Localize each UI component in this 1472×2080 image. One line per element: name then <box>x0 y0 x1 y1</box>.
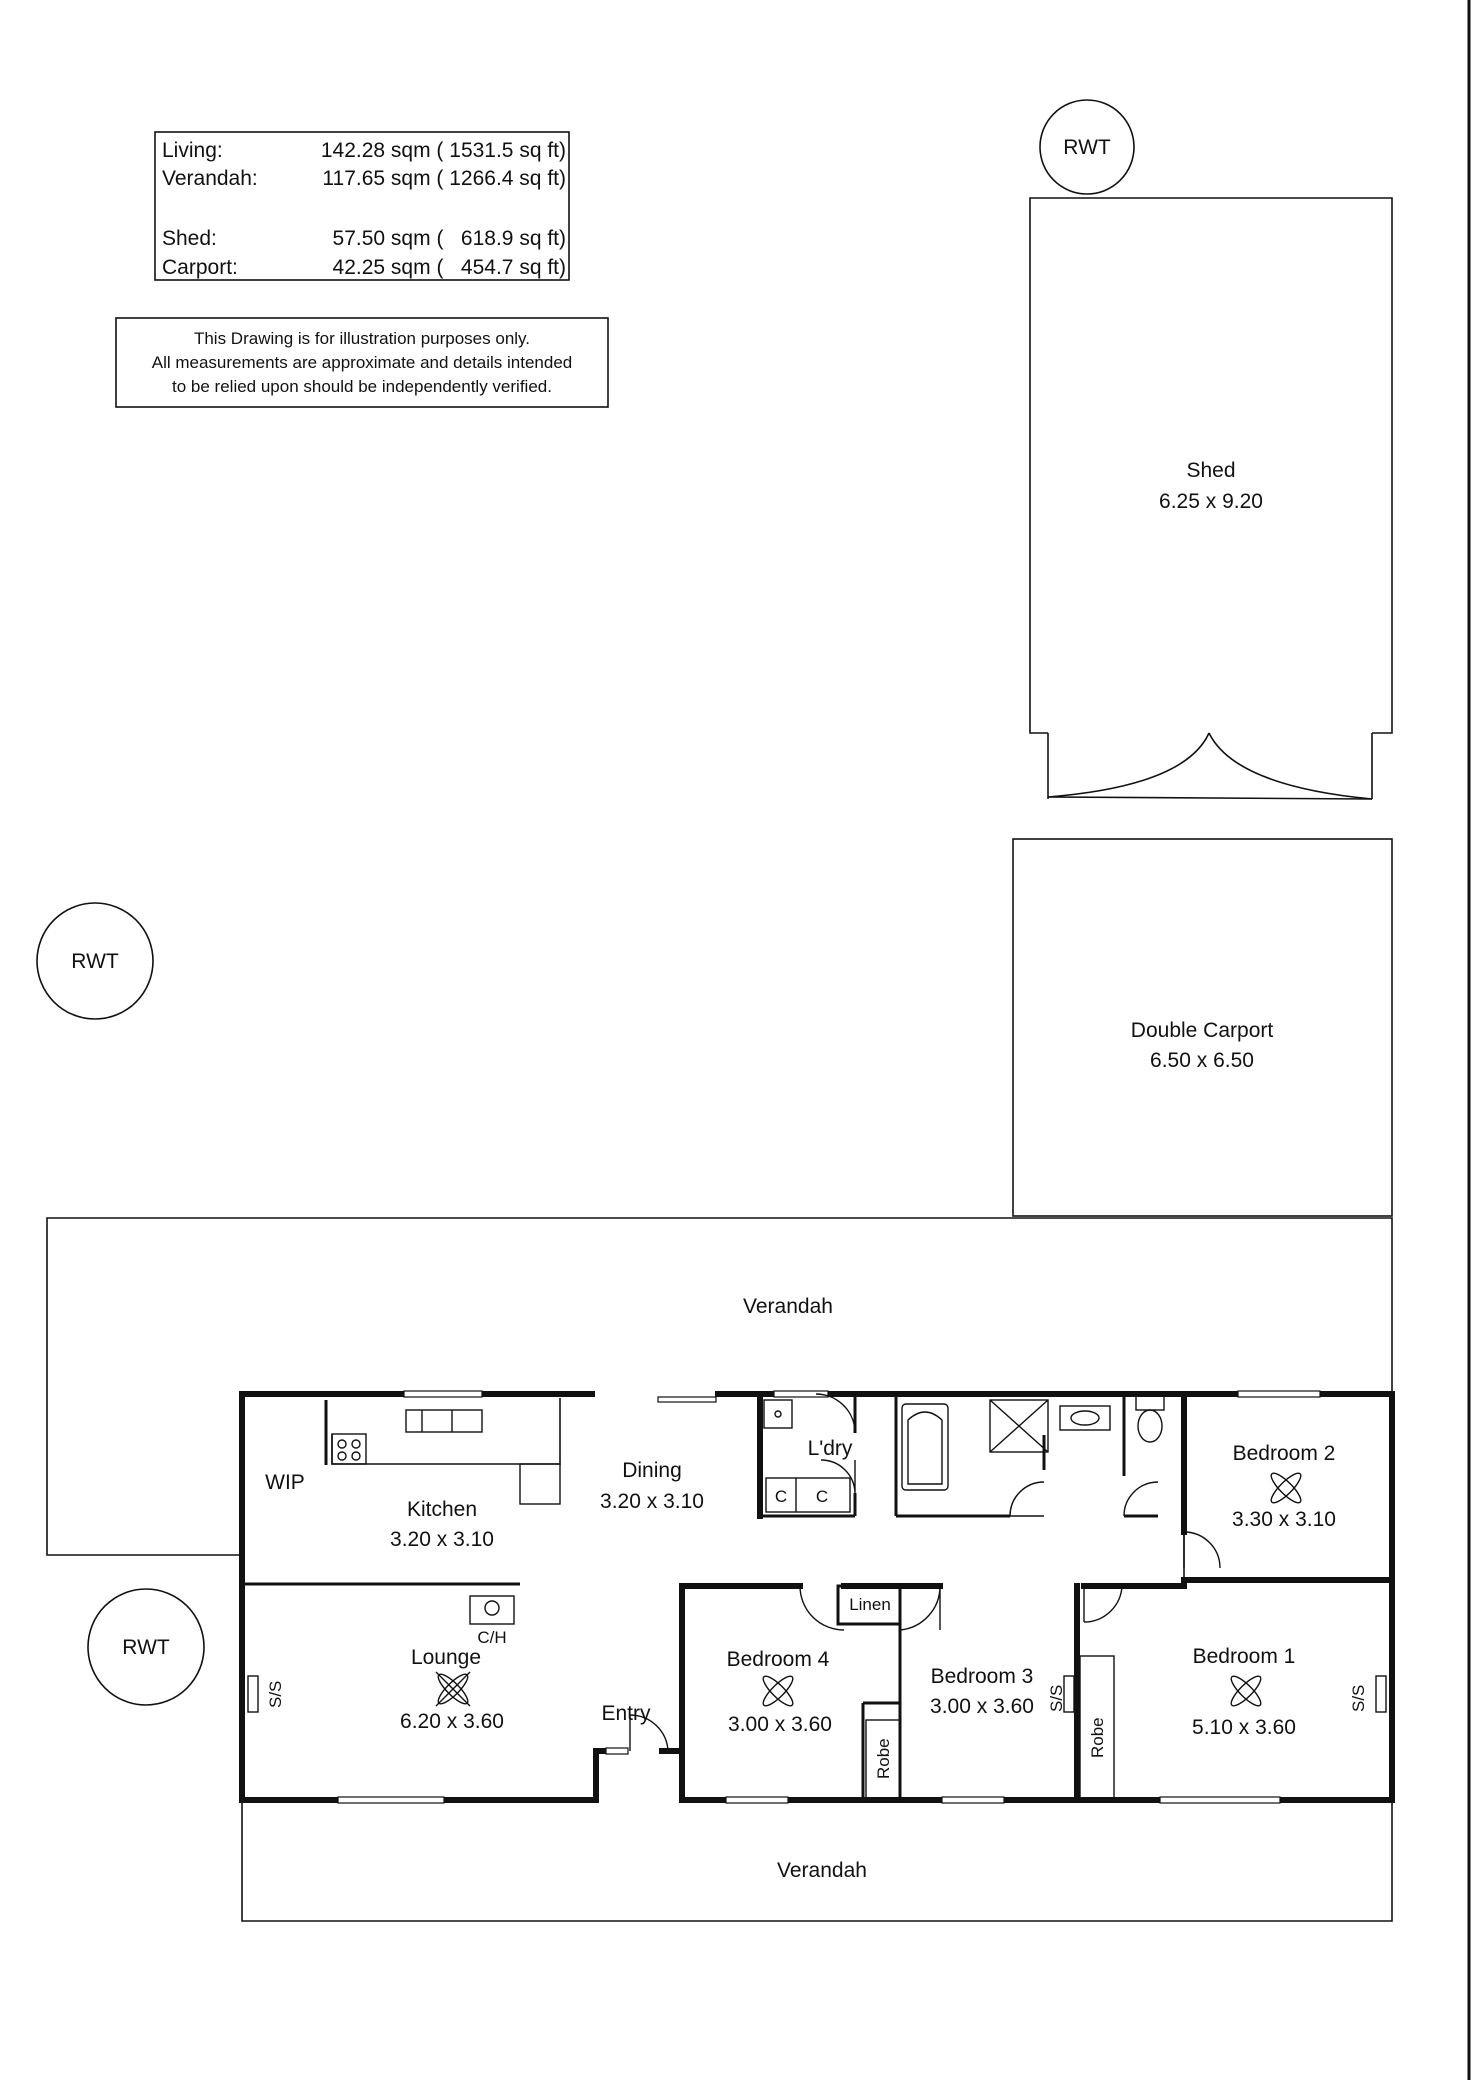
vanity-icon <box>1060 1406 1110 1430</box>
bedroom2-size: 3.30 x 3.10 <box>1232 1508 1336 1531</box>
rainwater-tank-top <box>1040 100 1134 194</box>
smoke-detector-lounge-label: S/S <box>266 1680 285 1708</box>
kitchen-island <box>520 1464 560 1504</box>
entry-label: Entry <box>601 1702 651 1725</box>
robe-bedroom1 <box>1080 1656 1114 1800</box>
area-carport-label: Carport: <box>162 256 238 279</box>
verandah-top <box>47 1218 1392 1555</box>
lounge-size: 6.20 x 3.60 <box>400 1710 504 1733</box>
disclaimer-line-1: This Drawing is for illustration purposes only. <box>193 329 531 348</box>
smoke-detector-bedroom1-label: S/S <box>1349 1684 1368 1712</box>
bedroom4-size: 3.00 x 3.60 <box>728 1713 832 1736</box>
sink-icon <box>406 1410 482 1432</box>
smoke-detector-lounge <box>248 1676 285 1712</box>
toilet-icon <box>1136 1396 1164 1410</box>
carport-label: Double Carport <box>1130 1019 1274 1042</box>
bedroom1-size: 5.10 x 3.60 <box>1192 1716 1296 1739</box>
dining-label: Dining <box>622 1459 682 1482</box>
heater-fixture <box>470 1596 514 1647</box>
area-carport-value: 42.25 sqm ( 454.7 sq ft) <box>332 256 566 279</box>
bedroom2-label: Bedroom 2 <box>1232 1442 1336 1465</box>
verandah-top-label: Verandah <box>743 1295 833 1318</box>
cooktop-icon <box>332 1434 366 1464</box>
rainwater-tank-left-label: RWT <box>71 950 119 973</box>
laundry-tub-icon <box>764 1400 792 1428</box>
shed-door-swing-left <box>1048 733 1209 797</box>
shed <box>1030 198 1392 799</box>
double-carport <box>1013 839 1392 1216</box>
lounge-label: Lounge <box>410 1646 482 1669</box>
smoke-detector-bedroom3-label: S/S <box>1047 1684 1066 1712</box>
area-shed-value: 57.50 sqm ( 618.9 sq ft) <box>332 227 566 250</box>
laundry-label: L'dry <box>807 1437 853 1460</box>
shed-label: Shed <box>1186 459 1236 482</box>
kitchen-label: Kitchen <box>406 1498 478 1521</box>
robe-bedroom4-label: Robe <box>874 1738 893 1779</box>
verandah-bottom <box>242 1800 1392 1921</box>
area-living-value: 142.28 sqm ( 1531.5 sq ft) <box>320 139 566 162</box>
rainwater-tank-top-label: RWT <box>1063 136 1111 159</box>
linen-label: Linen <box>849 1595 891 1614</box>
bedroom4-label: Bedroom 4 <box>726 1648 830 1671</box>
kitchen-size: 3.20 x 3.10 <box>390 1528 494 1551</box>
rainwater-tank-bottom <box>88 1589 204 1705</box>
bath-icon <box>902 1404 948 1490</box>
robe-bedroom1-label: Robe <box>1088 1717 1107 1758</box>
door-swings <box>630 1394 1220 1751</box>
bedroom3-label: Bedroom 3 <box>930 1665 1034 1688</box>
rainwater-tank-bottom-label: RWT <box>122 1636 170 1659</box>
laundry-cupboard-1: C <box>774 1487 788 1506</box>
area-verandah-value: 117.65 sqm ( 1266.4 sq ft) <box>322 167 566 190</box>
robe-bedroom4 <box>866 1720 900 1800</box>
area-living-label: Living: <box>162 139 223 162</box>
kitchen-fixtures <box>332 1398 560 1504</box>
laundry-cupboard-2: C <box>815 1487 829 1506</box>
disclaimer-line-2: All measurements are approximate and details intended <box>151 353 573 372</box>
smoke-detector-bedroom1 <box>1349 1676 1386 1712</box>
carport-size: 6.50 x 6.50 <box>1150 1049 1254 1072</box>
fan-bedroom1-icon <box>1228 1673 1265 1710</box>
shed-size: 6.25 x 9.20 <box>1159 490 1263 513</box>
fan-bedroom4-icon <box>760 1673 797 1710</box>
fan-lounge-icon <box>435 1671 472 1708</box>
disclaimer-line-3: to be relied upon should be independently verified. <box>172 377 552 396</box>
disclaimer <box>116 318 608 407</box>
area-shed-label: Shed: <box>162 227 217 250</box>
smoke-detector-bedroom3 <box>1047 1676 1074 1712</box>
heater-icon <box>470 1596 514 1624</box>
shed-door-swing-right <box>1209 733 1372 799</box>
area-summary <box>155 132 569 280</box>
wip-label: WIP <box>265 1471 305 1494</box>
fan-bedroom2-icon <box>1268 1470 1305 1507</box>
dining-size: 3.20 x 3.10 <box>600 1490 704 1513</box>
verandah-bottom-label: Verandah <box>777 1859 867 1882</box>
bedroom3-size: 3.00 x 3.60 <box>930 1695 1034 1718</box>
rainwater-tank-left <box>37 903 153 1019</box>
heater-label: C/H <box>477 1628 507 1647</box>
bedroom1-label: Bedroom 1 <box>1192 1645 1296 1668</box>
area-verandah-label: Verandah: <box>162 167 258 190</box>
